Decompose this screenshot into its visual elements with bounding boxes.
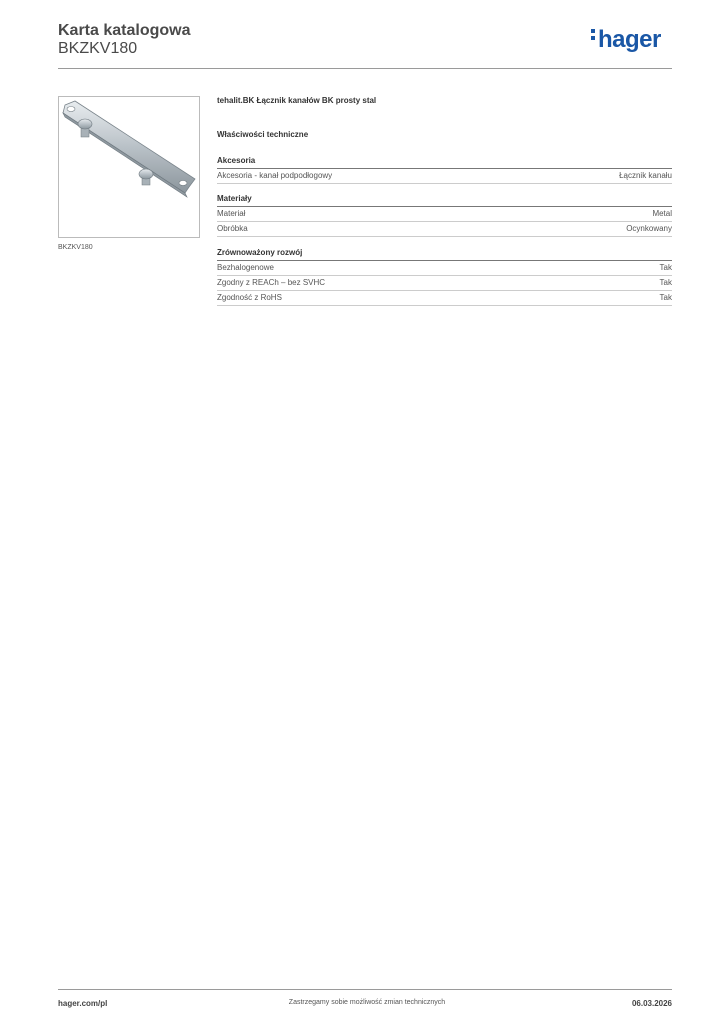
spec-label: Zgodność z RoHS [217,293,282,302]
spec-value: Łącznik kanału [619,171,672,180]
spec-row [217,276,672,291]
spec-value: Tak [659,263,672,272]
spec-value: Tak [659,293,672,302]
product-image [58,96,200,238]
product-title: tehalit.BK Łącznik kanałów BK prosty stal [217,96,377,105]
page-title: Karta katalogowa [58,22,191,39]
section-akcesoria [217,156,672,184]
spec-label: Akcesoria - kanał podpodłogowy [217,171,333,180]
spec-label: Obróbka [217,224,248,233]
spec-value: Ocynkowany [626,224,672,233]
section-heading: Zrównoważony rozwój [217,248,672,261]
tech-properties-title: Właściwości techniczne [217,130,309,139]
footer-date: 06.03.2026 [631,999,672,1008]
section-materialy [217,194,672,237]
spec-row [217,169,672,184]
footer-disclaimer: Zastrzegamy sobie możliwość zmian technicznych [288,999,446,1006]
spec-row [217,291,672,306]
section-heading: Akcesoria [217,156,672,169]
section-heading: Materiały [217,194,672,207]
spec-label: Materiał [217,209,246,218]
spec-label: Bezhalogenowe [217,263,274,272]
product-code: BKZKV180 [58,40,138,57]
footer-divider [58,989,672,990]
logo-dots-icon [591,29,596,43]
spec-value: Tak [659,278,672,287]
header-divider [58,68,672,69]
spec-row [217,261,672,276]
footer-website-link[interactable]: hager.com/pl [58,999,108,1008]
spec-label: Zgodny z REACh – bez SVHC [217,278,326,287]
image-caption: BKZKV180 [58,244,93,251]
section-zrownowazony-rozwoj [217,248,672,306]
spec-row [217,207,672,222]
spec-row [217,222,672,237]
spec-value: Metal [652,209,672,218]
hager-logo[interactable] [591,26,661,54]
logo-text: hager [598,26,661,53]
connector-bracket-icon [59,97,199,237]
spec-content [217,96,672,306]
